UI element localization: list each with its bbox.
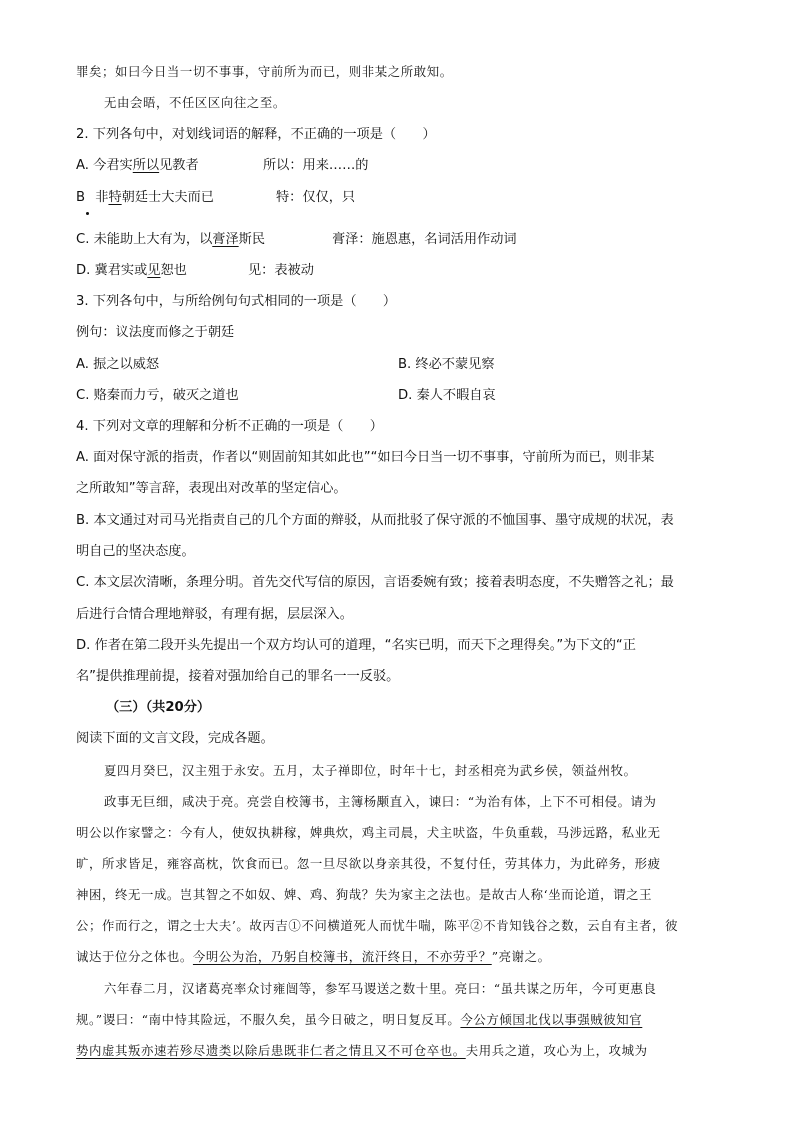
q3-example: 例句：议法度而修之于朝廷: [76, 325, 235, 340]
passage3-p2-line-6: [76, 946, 734, 968]
passage3-p2-line-4: 神困，终无一成。岂其智之不如奴、婢、鸡、狗哉？失为家主之法也。是故古人称‘坐而论道，谓之王: [76, 887, 653, 902]
q2-b-pre: 非: [95, 190, 109, 205]
passage3-p1: 夏四月癸巳，汉主殂于永安。五月，太子禅即位，时年十七，封丞相亮为武乡侯，领益州牧。: [104, 763, 637, 778]
passage3-p3-line-3-b: 夫用兵之道，攻心为上，攻城为: [465, 1043, 648, 1058]
q2-a-suffix: 见教者: [159, 158, 199, 173]
q3-option-c: C. 赂秦而力亏，破灭之道也: [76, 388, 239, 403]
q2-stem: 2. 下列各句中，对划线词语的解释，不正确的一项是（ ）: [76, 127, 436, 142]
q2-d-note: 见：表被动: [248, 263, 314, 278]
q4-option-d-line-1: D. 作者在第二段开头先提出一个双方均认可的道理，“名实已明，而天下之理得矣。”为下文的“正: [76, 638, 636, 653]
passage3-p2-line-6-a: 诚达于位分之体也。: [76, 949, 193, 964]
q2-d-suffix: 恕也: [160, 263, 187, 278]
passage3-p3-line-2-a: 规。”谡曰：“南中恃其险远，不服久矣，虽今日破之，明日复反耳。: [76, 1012, 461, 1027]
q3-stem: 3. 下列各句中，与所给例句句式相同的一项是（ ）: [76, 294, 397, 309]
translation-underlined-sentence-1: 今明公为治，乃躬自校簿书，流汗终日，不亦劳乎？: [192, 949, 492, 964]
q3-options-row-2: [76, 385, 734, 407]
q2-option-d: [76, 260, 734, 282]
section-instruction: 阅读下面的文言文段，完成各题。: [76, 731, 274, 746]
passage3-p2-line-5: 公；作而行之，谓之士大夫’。故丙吉①不问横道死人而忧牛喘，陈平②不肯知钱谷之数，云自有主者，彼: [76, 918, 679, 933]
q2-d-prefix: D. 冀君实或: [76, 263, 148, 278]
q4-option-b-line-2: 明自己的坚决态度。: [76, 544, 195, 559]
q4-option-a-line-2: 之所敢知”等言辞，表现出对改革的坚定信心。: [76, 481, 347, 496]
q2-option-c: [76, 229, 734, 251]
q2-b-suffix: 朝廷士大夫而已: [121, 190, 214, 205]
q3-option-a: A. 振之以威怒: [76, 357, 160, 372]
q4-option-d-line-2: 名”提供推理前提，接着对强加给自己的罪名一一反驳。: [76, 669, 400, 684]
passage3-p2-line-6-b: ”亮谢之。: [491, 949, 551, 964]
q4-option-a-line-1: A. 面对保守派的指责，作者以“则固前知其如此也”“如曰今日当一切不事事，守前所为而已，则非某: [76, 450, 655, 465]
q2-c-suffix: 斯民: [238, 232, 266, 247]
passage3-p3-line-2: [76, 1009, 734, 1031]
section-heading: （三）（共20分）: [106, 700, 211, 715]
q2-c-prefix: C. 未能助上大有为，以: [76, 232, 213, 247]
q2-a-prefix: A. 今君实: [76, 158, 133, 173]
q2-b-prefix: B: [76, 190, 86, 205]
q3-option-d: D. 秦人不暇自哀: [398, 388, 496, 403]
q4-option-b-line-1: B. 本文通过对司马光指责自己的几个方面的辩驳，从而批驳了保守派的不恤国事、墨守成规的状况，表: [76, 513, 674, 528]
passage3-p2-line-2: 明公以作家譬之：今有人，使奴执耕稼，婢典炊，鸡主司晨，犬主吠盗，牛负重载，马涉远路，私业无: [76, 825, 661, 840]
q2-b-underlined-word: 特: [108, 190, 122, 205]
passage3-p3-line-1: 六年春二月，汉诸葛亮率众讨雍闿等，参军马谡送之数十里。亮曰：“虽共谋之历年，今可更惠良: [104, 981, 657, 996]
q2-c-note: 膏泽：施恩惠，名词活用作动词: [332, 232, 517, 247]
translation-underlined-sentence-2a: 今公方倾国北伐以事强贼彼知官: [460, 1012, 643, 1027]
passage2-line-2: 无由会晤，不任区区向往之至。: [104, 95, 286, 110]
q4-stem: 4. 下列对文章的理解和分析不正确的一项是（ ）: [76, 419, 383, 434]
passage3-p3-line-3: [76, 1040, 734, 1062]
q3-options-row-1: [76, 354, 734, 376]
q2-d-underlined-word: 见: [147, 263, 161, 278]
q3-option-b: B. 终必不蒙见察: [398, 357, 495, 372]
q4-option-c-line-2: 后进行合情合理地辩驳，有理有据，层层深入。: [76, 607, 353, 622]
q4-option-c-line-1: C. 本文层次清晰，条理分明。首先交代写信的原因，言语委婉有致；接着表明态度，不失赠答之礼；最: [76, 575, 674, 590]
passage3-p2-line-3: 旷，所求皆足，雍容高枕，饮食而已。忽一旦尽欲以身亲其役，不复付任，劳其体力，为此碎务，形疲: [76, 856, 661, 871]
q2-option-a: [76, 155, 734, 177]
emphasis-dot: [86, 212, 89, 215]
q2-option-b: [76, 187, 734, 209]
q2-b-note: 特：仅仅，只: [276, 190, 356, 205]
q2-c-underlined-word: 膏泽: [212, 232, 239, 247]
q2-a-underlined-word: 所以: [132, 158, 160, 173]
q2-a-note: 所以：用来……的: [263, 158, 369, 173]
passage3-p2-line-1: 政事无巨细，咸决于亮。亮尝自校簿书，主簿杨颙直入，谏曰：“为治有体，上下不可相侵。请为: [104, 794, 657, 809]
passage2-line-1: 罪矣；如曰今日当一切不事事，守前所为而已，则非某之所敢知。: [76, 64, 453, 79]
translation-underlined-sentence-2b: 势内虚其叛亦速若殄尽遗类以除后患既非仁者之情且又不可仓卒也。: [76, 1043, 466, 1058]
